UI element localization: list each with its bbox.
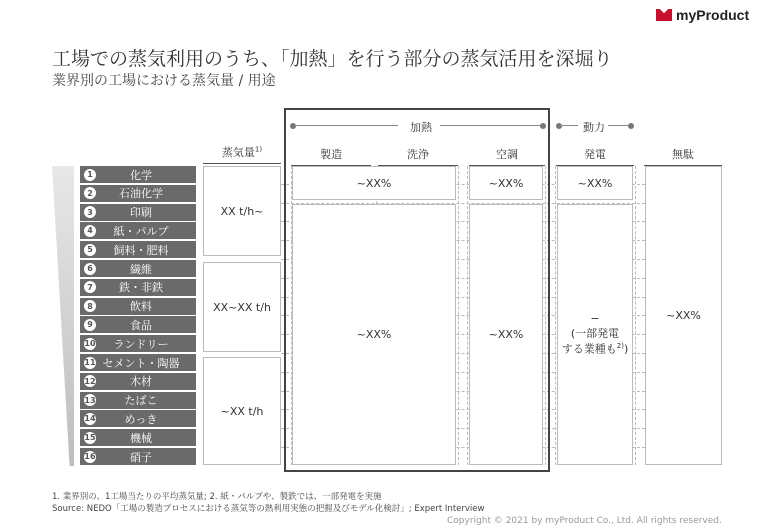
industry-label: セメント・陶器 bbox=[102, 356, 180, 370]
industry-label: 機械 bbox=[130, 431, 152, 445]
industry-label: 印刷 bbox=[130, 206, 152, 220]
industry-number: 3 bbox=[84, 206, 96, 218]
industry-row bbox=[80, 166, 196, 183]
footnote-source: Source: NEDO「工場の製造プロセスにおける蒸気等の熱利用実態の把握及びモデル化検討」; Expert Interview bbox=[52, 504, 485, 514]
industry-row bbox=[80, 392, 196, 409]
industry-number: 8 bbox=[84, 300, 96, 312]
industry-row bbox=[80, 429, 196, 446]
bracket-dot-right bbox=[628, 123, 634, 129]
industry-label: たばこ bbox=[124, 394, 158, 408]
industry-row bbox=[80, 335, 196, 352]
industry-label: 飼料・肥料 bbox=[113, 243, 169, 257]
industry-number: 12 bbox=[84, 376, 96, 386]
industry-number: 4 bbox=[84, 225, 96, 237]
copyright: Copyright © 2021 by myProduct Co., Ltd. All rights reserved. bbox=[447, 516, 722, 526]
industry-row bbox=[80, 298, 196, 315]
footnote-1: 1. 業界別の、1工場当たりの平均蒸気量; 2. 紙・パルプや、製鉄では、一部発電を実施 bbox=[52, 492, 382, 502]
industry-row bbox=[80, 204, 196, 221]
air-main-cell: ~XX% bbox=[469, 204, 543, 465]
industry-row bbox=[80, 410, 196, 427]
heating-highlight-frame bbox=[284, 108, 550, 472]
heating-group-label: 加熱 bbox=[410, 121, 432, 134]
industry-row bbox=[80, 316, 196, 333]
col-header-air-conditioning: 空調 bbox=[469, 146, 545, 166]
power-top-cell: ~XX% bbox=[557, 166, 633, 200]
industry-number: 7 bbox=[84, 281, 96, 293]
page-subtitle: 業界別の工場における蒸気量 / 用途 bbox=[52, 73, 276, 89]
industry-row bbox=[80, 185, 196, 202]
industry-number: 2 bbox=[84, 187, 96, 199]
industry-number: 16 bbox=[84, 452, 96, 461]
col-header-steam: 蒸気量$^{1)}$ bbox=[203, 144, 281, 164]
steam-value-box: XX t/h~ bbox=[203, 166, 281, 256]
col-header-cleaning: 洗浄 bbox=[378, 146, 458, 166]
brand-logo-icon bbox=[656, 9, 672, 21]
steam-value-box: XX~XX t/h bbox=[203, 262, 281, 352]
industry-number: 9 bbox=[84, 319, 96, 331]
industry-label: 鉄・非鉄 bbox=[119, 281, 163, 295]
industry-row bbox=[80, 448, 196, 465]
industry-row bbox=[80, 354, 196, 371]
industry-label: 木材 bbox=[130, 375, 152, 389]
industry-label: 食品 bbox=[130, 318, 152, 332]
industry-number: 6 bbox=[84, 263, 96, 275]
industry-row bbox=[80, 241, 196, 258]
power-main-cell: − (一部発電 する業種も$^{2)}$) bbox=[557, 204, 633, 465]
col-header-power-generation: 発電 bbox=[556, 146, 634, 166]
brand-name: myProduct bbox=[676, 7, 750, 23]
industry-label: ランドリー bbox=[113, 337, 169, 351]
page-title: 工場での蒸気利用のうち、「加熱」を行う部分の蒸気活用を深堀り bbox=[52, 48, 613, 70]
brand-logo bbox=[656, 7, 749, 23]
industry-label: 繊維 bbox=[130, 262, 152, 276]
wedge-decoration bbox=[52, 166, 74, 466]
industry-row bbox=[80, 222, 196, 239]
industry-number: 5 bbox=[84, 244, 96, 256]
industry-row bbox=[80, 279, 196, 296]
industry-number: 1 bbox=[84, 169, 96, 181]
col-header-manufacturing: 製造 bbox=[291, 146, 371, 166]
mfg-clean-main-cell: ~XX% bbox=[292, 204, 456, 465]
steam-value-box: ~XX t/h bbox=[203, 357, 281, 465]
industry-label: 石油化学 bbox=[119, 187, 163, 201]
mfg-clean-top-cell: ~XX% bbox=[292, 166, 456, 200]
column-guide-line bbox=[555, 166, 556, 465]
air-top-cell: ~XX% bbox=[469, 166, 543, 200]
waste-cell: ~XX% bbox=[645, 166, 722, 465]
industry-number: 13 bbox=[84, 395, 96, 405]
industry-number: 14 bbox=[84, 414, 96, 424]
power-group-label: 動力 bbox=[583, 121, 605, 134]
industry-number: 10 bbox=[84, 339, 96, 349]
industry-number: 15 bbox=[84, 433, 96, 443]
industry-label: 硝子 bbox=[130, 450, 152, 464]
industry-label: 化学 bbox=[130, 168, 152, 182]
industry-row bbox=[80, 260, 196, 277]
industry-number: 11 bbox=[84, 358, 96, 367]
industry-label: 紙・パルプ bbox=[113, 224, 169, 238]
bracket-dot-left bbox=[556, 123, 562, 129]
industry-label: 飲料 bbox=[130, 300, 152, 314]
col-header-waste: 無駄 bbox=[644, 146, 722, 166]
industry-row bbox=[80, 373, 196, 390]
column-guide-line bbox=[635, 166, 636, 465]
industry-label: めっき bbox=[124, 412, 158, 426]
